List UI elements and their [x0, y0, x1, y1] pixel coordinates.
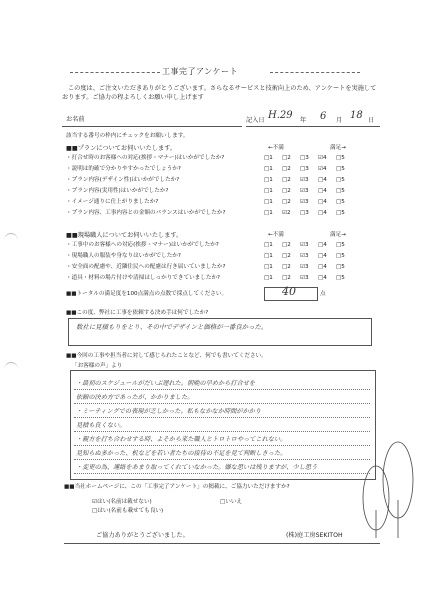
checkbox-icon[interactable]: □ [264, 210, 270, 216]
checkbox-checked-icon[interactable]: ☑ [300, 242, 306, 248]
craft-option-3-5[interactable] [336, 263, 345, 271]
date-day: 18 [350, 110, 363, 121]
option-label: はい(名前は載せない) [97, 499, 152, 505]
checkbox-checked-icon[interactable]: ☑ [300, 188, 306, 194]
checkbox-icon[interactable]: □ [336, 155, 342, 161]
craft-question-4: ・道具・材料の場片付けや清掃はしっかりできていましたか? [66, 275, 221, 281]
craft-option-2-3[interactable] [300, 252, 309, 260]
option-number: 4 [323, 275, 327, 281]
option-number: 4 [323, 253, 327, 259]
footer-rule [64, 543, 380, 544]
checkbox-checked-icon[interactable]: ☑ [300, 199, 306, 205]
checkbox-icon[interactable]: □ [264, 253, 270, 259]
plan-option-6-3[interactable] [300, 209, 309, 217]
checkbox-icon[interactable]: □ [300, 166, 306, 172]
checkbox-icon[interactable]: □ [300, 155, 306, 161]
checkbox-checked-icon[interactable]: ☑ [300, 264, 306, 270]
date-day-unit: 日 [368, 117, 375, 124]
checkbox-icon[interactable]: □ [264, 155, 270, 161]
plan-option-5-3[interactable] [300, 198, 309, 206]
option-number: 4 [323, 242, 327, 248]
plan-option-3-2[interactable] [282, 176, 291, 184]
option-number: 1 [269, 199, 273, 205]
option-number: 5 [341, 210, 345, 216]
craft-option-3-4[interactable] [318, 263, 327, 271]
date-label: 記入日 [246, 117, 265, 124]
option-number: 4 [323, 210, 327, 216]
craft-option-4-2[interactable] [282, 274, 291, 282]
craft-option-1-4[interactable] [318, 241, 327, 249]
plan-question-2: ・説明は的確で分かりやすかったでしょうか? [66, 166, 181, 172]
option-number: 2 [287, 242, 291, 248]
option-number: 2 [287, 188, 291, 194]
craft-scale-low: ←不満 [268, 232, 284, 238]
plan-option-2-2[interactable] [282, 165, 291, 173]
option-label: いいえ [225, 499, 243, 505]
homepage-option-yes-anon[interactable] [92, 498, 152, 506]
plan-option-5-5[interactable] [336, 198, 345, 206]
checkbox-icon[interactable]: □ [264, 166, 270, 172]
checkbox-checked-icon[interactable]: ☑ [300, 177, 306, 183]
plan-option-5-2[interactable] [282, 198, 291, 206]
plan-option-1-3[interactable] [300, 154, 309, 162]
checkbox-icon[interactable]: □ [336, 275, 342, 281]
checkbox-icon[interactable]: □ [318, 264, 324, 270]
craft-section-header: ■■現場職人についてお伺いいたします。 [66, 232, 183, 239]
feedback-rule [74, 445, 370, 446]
date-underline [246, 126, 380, 127]
punch-mark [4, 362, 18, 377]
option-number: 3 [305, 210, 309, 216]
option-label: はい(名前も載せても良い) [97, 508, 164, 514]
title-rule-left [70, 72, 160, 73]
reason-answer: 数社に見積もりをとり、その中でデザインと価格が一番良かった。 [76, 323, 268, 331]
option-number: 5 [341, 155, 345, 161]
option-number: 5 [341, 199, 345, 205]
checkbox-checked-icon[interactable]: ☑ [318, 166, 324, 172]
option-number: 5 [341, 242, 345, 248]
plan-option-2-5[interactable] [336, 165, 345, 173]
page-title: 工事完了アンケート [162, 67, 239, 76]
total-label: ■■トータルの満足度を100点満点の点数で採点してください。 [66, 291, 228, 297]
checkbox-icon[interactable]: □ [336, 188, 342, 194]
punch-mark [4, 233, 18, 248]
plan-section-header: ■■プランについてお伺いいたします。 [66, 145, 177, 152]
checkbox-icon[interactable]: □ [282, 242, 288, 248]
craft-option-2-2[interactable] [282, 252, 291, 260]
feedback-rule [74, 459, 370, 460]
checkbox-icon[interactable]: □ [264, 264, 270, 270]
checkbox-icon[interactable]: □ [336, 166, 342, 172]
option-number: 1 [269, 275, 273, 281]
plan-question-1: ・打合せ時のお客様への対応(挨拶・マナー)はいかがでしたか? [66, 155, 225, 161]
plan-question-6: ・プラン内容、工事内容との金額のバランスはいかがでしたか? [66, 210, 226, 216]
checkbox-icon[interactable]: □ [282, 253, 288, 259]
plan-option-3-3[interactable] [300, 176, 309, 184]
plan-option-1-2[interactable] [282, 154, 291, 162]
craft-question-1: ・工事中のお客様への対応(挨拶・マナー)はいかがでしたか? [66, 242, 219, 248]
checkbox-icon[interactable]: □ [318, 177, 324, 183]
checkbox-checked-icon[interactable]: ☑ [318, 155, 324, 161]
checkbox-icon[interactable]: □ [282, 275, 288, 281]
option-number: 2 [287, 210, 291, 216]
checkbox-icon[interactable]: □ [318, 188, 324, 194]
craft-question-3: ・安全面の配慮や、近隣住民への配慮は行き届いていましたか? [66, 264, 226, 270]
feedback-rule [74, 431, 370, 432]
plan-option-4-4[interactable] [318, 187, 327, 195]
checkbox-checked-icon[interactable]: ☑ [300, 275, 306, 281]
option-number: 1 [269, 242, 273, 248]
checkbox-icon[interactable]: □ [318, 199, 324, 205]
option-number: 5 [341, 275, 345, 281]
plan-option-1-5[interactable] [336, 154, 345, 162]
option-number: 1 [269, 253, 273, 259]
homepage-option-no[interactable] [220, 498, 242, 506]
option-number: 3 [305, 275, 309, 281]
plan-scale-low: ←不満 [268, 145, 284, 151]
plan-option-6-4[interactable] [318, 209, 327, 217]
feedback-line: 依頼の決め方であったが、かかりました。 [76, 394, 194, 401]
checkbox-icon[interactable]: □ [264, 188, 270, 194]
checkbox-icon[interactable]: □ [336, 242, 342, 248]
checkbox-checked-icon[interactable]: ☑ [282, 210, 288, 216]
checkbox-icon[interactable]: □ [282, 199, 288, 205]
plan-option-2-1[interactable] [264, 165, 273, 173]
option-number: 5 [341, 177, 345, 183]
option-number: 5 [341, 188, 345, 194]
plan-option-5-4[interactable] [318, 198, 327, 206]
thanks-text: ご協力ありがとうございました。 [96, 532, 189, 539]
craft-option-1-1[interactable] [264, 241, 273, 249]
feedback-rule [74, 417, 370, 418]
option-number: 3 [305, 177, 309, 183]
plan-option-4-2[interactable] [282, 187, 291, 195]
date-year-unit: 年 [300, 117, 307, 124]
plan-option-2-3[interactable] [300, 165, 309, 173]
option-number: 2 [287, 199, 291, 205]
option-number: 5 [341, 166, 345, 172]
plan-option-2-4[interactable] [318, 165, 327, 173]
craft-option-2-4[interactable] [318, 252, 327, 260]
feedback-label: ■■今回の工事や担当者に対して感じられたことなど、何でも書いてください。 [66, 353, 267, 359]
craft-option-4-1[interactable] [264, 274, 273, 282]
feedback-rule [74, 389, 370, 390]
option-number: 4 [323, 264, 327, 270]
option-number: 3 [305, 264, 309, 270]
checkbox-checked-icon[interactable]: ☑ [300, 253, 306, 259]
feedback-line: ・親方を打ち合わせする時、よそから来た職人とトロトロやってこれない。 [76, 436, 287, 443]
plan-option-4-3[interactable] [300, 187, 309, 195]
plan-option-3-5[interactable] [336, 176, 345, 184]
plan-option-4-5[interactable] [336, 187, 345, 195]
plan-option-1-1[interactable] [264, 154, 273, 162]
craft-option-4-3[interactable] [300, 274, 309, 282]
name-underline [62, 126, 242, 127]
checkbox-icon[interactable]: □ [336, 199, 342, 205]
craft-option-1-3[interactable] [300, 241, 309, 249]
checkbox-icon[interactable]: □ [336, 264, 342, 270]
craft-question-2: ・現場職人の服装や身なりはいかがでしたか? [66, 253, 181, 259]
craft-option-2-5[interactable] [336, 252, 345, 260]
date-month: 6 [320, 111, 327, 122]
plan-question-3: ・プラン内容(デザイン性)はいかがでしたか? [66, 177, 180, 183]
checkbox-icon[interactable]: □ [264, 177, 270, 183]
checkbox-icon[interactable]: □ [282, 166, 288, 172]
checkbox-icon[interactable]: □ [92, 508, 98, 514]
option-number: 2 [287, 253, 291, 259]
feedback-line: ・ミーティングでの表現が乏しかった。私もなかなか時間がかかり [76, 408, 262, 415]
checkbox-checked-icon[interactable]: ☑ [92, 499, 98, 505]
name-label: お名前 [66, 116, 85, 123]
craft-option-3-3[interactable] [300, 263, 309, 271]
option-number: 2 [287, 166, 291, 172]
date-month-unit: 月 [336, 117, 343, 124]
checkbox-icon[interactable]: □ [264, 242, 270, 248]
checkbox-icon[interactable]: □ [282, 155, 288, 161]
option-number: 4 [323, 166, 327, 172]
total-unit: 点 [320, 291, 326, 297]
total-score: 40 [282, 285, 296, 298]
feedback-line: 見知らぬ多かった、机などを若い者たちの接待の不足を見て判断しきった。 [76, 450, 287, 457]
option-number: 2 [287, 275, 291, 281]
option-number: 4 [323, 199, 327, 205]
option-number: 4 [323, 177, 327, 183]
plan-option-3-4[interactable] [318, 176, 327, 184]
option-number: 2 [287, 155, 291, 161]
feedback-sublabel: 「お客様の声」より [72, 363, 123, 369]
craft-option-4-4[interactable] [318, 274, 327, 282]
craft-option-3-2[interactable] [282, 263, 291, 271]
checkbox-icon[interactable]: □ [300, 210, 306, 216]
option-number: 3 [305, 242, 309, 248]
craft-scale-high: 満足→ [330, 232, 346, 238]
option-number: 1 [269, 210, 273, 216]
plan-option-6-5[interactable] [336, 209, 345, 217]
checkbox-icon[interactable]: □ [318, 210, 324, 216]
craft-option-3-1[interactable] [264, 263, 273, 271]
checkbox-icon[interactable]: □ [318, 242, 324, 248]
option-number: 4 [323, 188, 327, 194]
feedback-line: ・最初のスケジュールがだいぶ遅れた。朝晩の早めから打合せを [76, 380, 256, 387]
checkbox-icon[interactable]: □ [264, 199, 270, 205]
plan-option-5-1[interactable] [264, 198, 273, 206]
option-number: 2 [287, 177, 291, 183]
feedback-rule [74, 473, 370, 474]
craft-option-2-1[interactable] [264, 252, 273, 260]
feedback-line: ・変更の為、連絡をあまり取ってくれていなかった。嫌な思いは残りますが、少し思う [76, 464, 318, 471]
checkbox-icon[interactable]: □ [336, 253, 342, 259]
option-number: 2 [287, 264, 291, 270]
checkbox-icon[interactable]: □ [318, 253, 324, 259]
checkbox-icon[interactable]: □ [336, 210, 342, 216]
homepage-label: ■■当社ホームページに、この「工事完了アンケート」の掲載に、ご協力いただけますか? [64, 484, 290, 490]
feedback-line: 見積も良くない。 [76, 422, 126, 429]
checkbox-icon[interactable]: □ [282, 188, 288, 194]
feedback-rule [74, 403, 370, 404]
option-number: 1 [269, 155, 273, 161]
craft-option-1-2[interactable] [282, 241, 291, 249]
checkbox-icon[interactable]: □ [336, 177, 342, 183]
option-number: 1 [269, 166, 273, 172]
homepage-option-yes-name[interactable] [92, 507, 163, 515]
option-number: 3 [305, 188, 309, 194]
company-name: (株)庭工房SEKITOH [286, 532, 343, 539]
reason-label: ■■この度、弊社に工事を依頼する決め手は何でしたか? [66, 310, 209, 316]
intro-line-2: おります。ご協力の程よろしくお願い申し上げます [62, 94, 204, 101]
plan-question-5: ・イメージ通りに仕上がりましたか? [66, 199, 159, 205]
plan-question-4: ・プラン内容(実用性)はいかがでしたか? [66, 188, 169, 194]
tree-illustration [352, 440, 422, 540]
plan-option-6-2[interactable] [282, 209, 291, 217]
plan-option-4-1[interactable] [264, 187, 273, 195]
plan-option-6-1[interactable] [264, 209, 273, 217]
option-number: 3 [305, 155, 309, 161]
checkbox-icon[interactable]: □ [318, 275, 324, 281]
option-number: 4 [323, 155, 327, 161]
plan-scale-high: 満足→ [330, 145, 346, 151]
date-era: H.29 [268, 110, 293, 121]
option-number: 3 [305, 199, 309, 205]
option-number: 1 [269, 264, 273, 270]
option-number: 3 [305, 253, 309, 259]
option-number: 1 [269, 188, 273, 194]
option-number: 5 [341, 253, 345, 259]
checkbox-icon[interactable]: □ [282, 177, 288, 183]
checkbox-icon[interactable]: □ [220, 499, 226, 505]
plan-option-3-1[interactable] [264, 176, 273, 184]
checkbox-icon[interactable]: □ [264, 275, 270, 281]
option-number: 1 [269, 177, 273, 183]
craft-option-1-5[interactable] [336, 241, 345, 249]
plan-option-1-4[interactable] [318, 154, 327, 162]
instruction: 該当する番号の枠内にチェックをお願いします。 [66, 133, 189, 139]
title-rule-right [270, 72, 360, 73]
intro-line-1: この度は、ご注文いただきありがとうございます。さらなるサービスと技術向上のため、アンケートを実施して [68, 85, 377, 92]
option-number: 3 [305, 166, 309, 172]
craft-option-4-5[interactable] [336, 274, 345, 282]
option-number: 5 [341, 264, 345, 270]
checkbox-icon[interactable]: □ [282, 264, 288, 270]
